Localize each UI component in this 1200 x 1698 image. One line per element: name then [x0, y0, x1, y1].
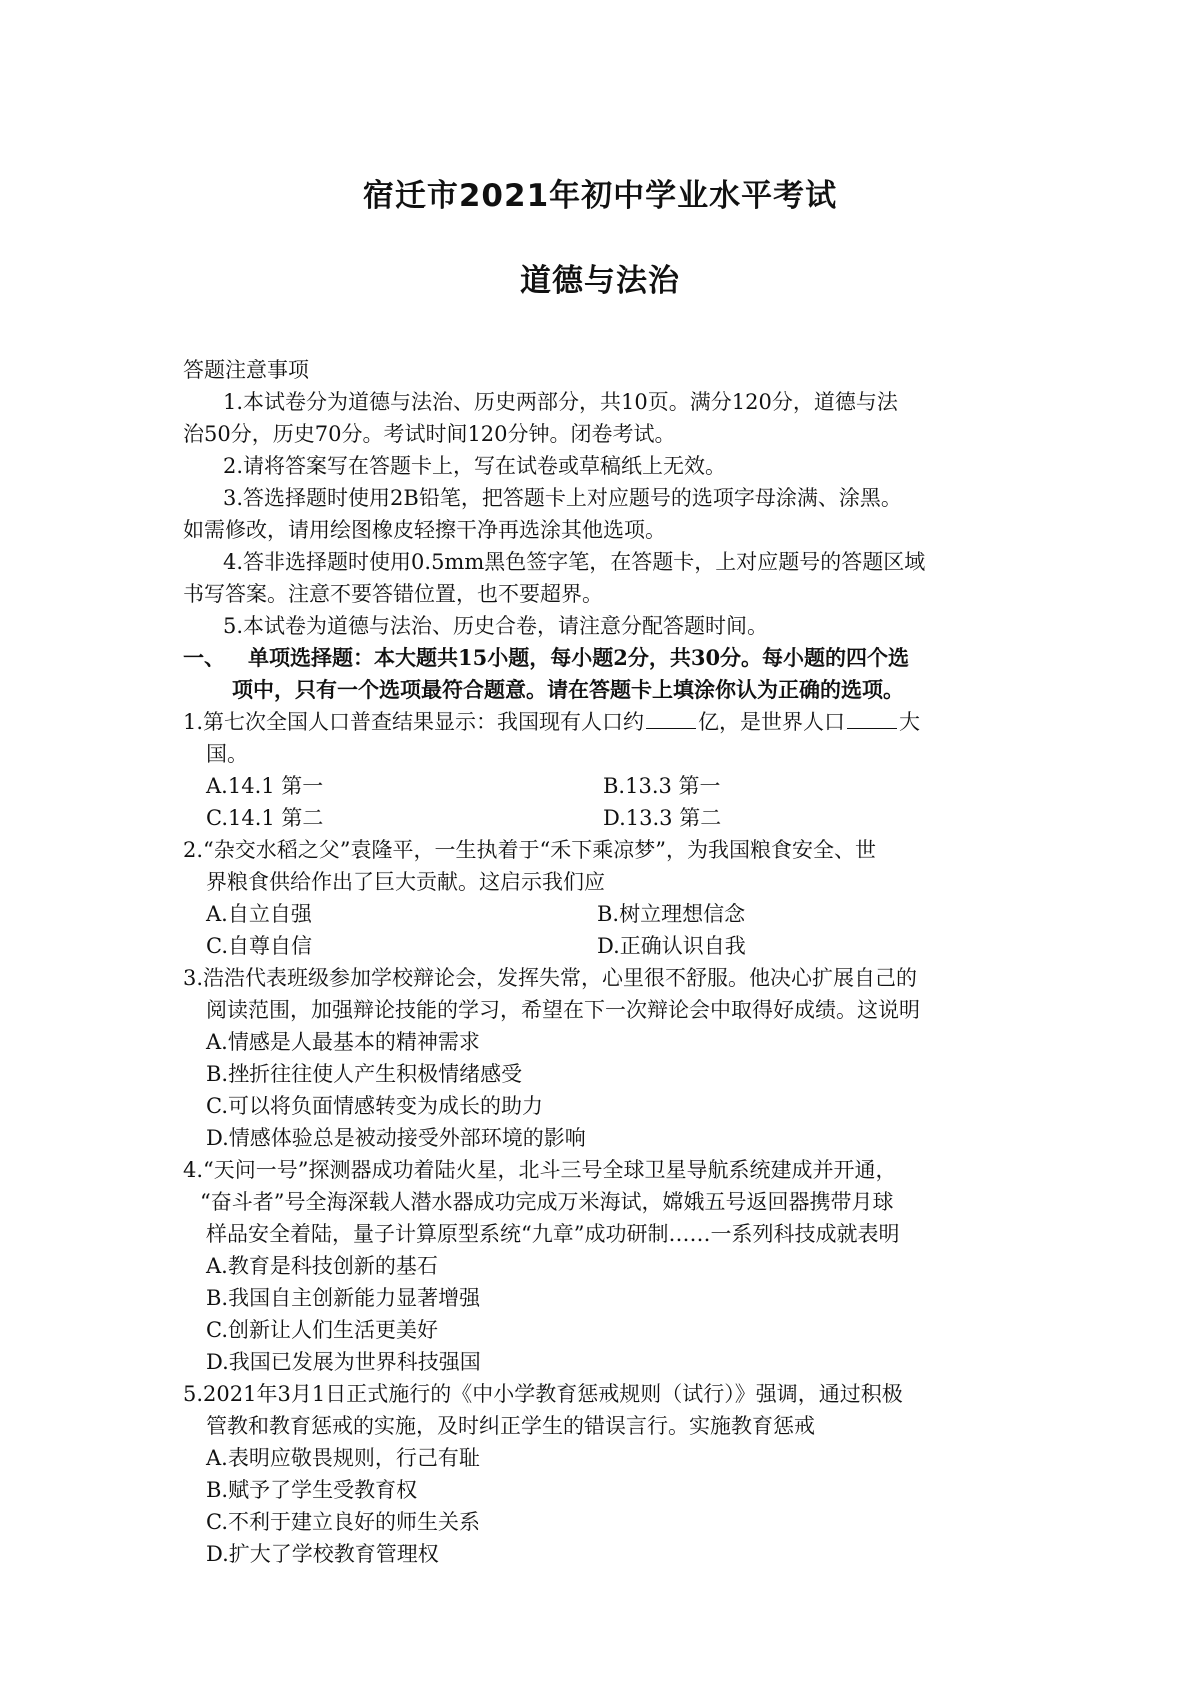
note-line: 5.本试卷为道德与法治、历史合卷，请注意分配答题时间。: [223, 614, 769, 638]
note-line: 书写答案。注意不要答错位置，也不要超界。: [183, 582, 603, 606]
question-5-stem-cont: 管教和教育惩戒的实施，及时纠正学生的错误言行。实施教育惩戒: [206, 1414, 815, 1438]
option-d: D.我国已发展为世界科技强国: [206, 1350, 481, 1374]
option-c: C.创新让人们生活更美好: [206, 1318, 438, 1342]
option-c: C.可以将负面情感转变为成长的助力: [206, 1094, 543, 1118]
question-1-stem: [183, 708, 920, 736]
option-d: D.13.3 第二: [603, 806, 722, 830]
option-a: A.自立自强: [206, 902, 312, 926]
option-a: A.情感是人最基本的精神需求: [206, 1030, 480, 1054]
question-3-stem-cont: 阅读范围，加强辩论技能的学习，希望在下一次辩论会中取得好成绩。这说明: [206, 998, 920, 1022]
option-b: B.13.3 第一: [603, 774, 721, 798]
question-3-stem: 3.浩浩代表班级参加学校辩论会，发挥失常，心里很不舒服。他决心扩展自己的: [183, 966, 918, 990]
option-a: A.教育是科技创新的基石: [206, 1254, 438, 1278]
answer-blank: [847, 708, 897, 729]
question-text: 大: [899, 710, 921, 734]
question-text: 1.第七次全国人口普查结果显示：我国现有人口约: [183, 710, 645, 734]
notes-heading: 答题注意事项: [183, 358, 309, 382]
option-d: D.情感体验总是被动接受外部环境的影响: [206, 1126, 586, 1150]
section-instructions: 单项选择题：本大题共15小题，每小题2分，共30分。每小题的四个选: [248, 645, 910, 670]
note-line: 3.答选择题时使用2B铅笔，把答题卡上对应题号的选项字母涂满、涂黑。: [223, 486, 902, 510]
question-2-stem: 2.“杂交水稻之父”袁隆平，一生执着于“禾下乘凉梦”，为我国粮食安全、世: [183, 838, 876, 862]
note-line: 4.答非选择题时使用0.5mm黑色签字笔，在答题卡，上对应题号的答题区域: [223, 550, 926, 574]
option-a: A.表明应敬畏规则，行己有耻: [206, 1446, 480, 1470]
option-d: D.正确认识自我: [597, 934, 746, 958]
section-instructions: 项中，只有一个选项最符合题意。请在答题卡上填涂你认为正确的选项。: [232, 677, 904, 702]
option-d: D.扩大了学校教育管理权: [206, 1542, 439, 1566]
answer-blank: [646, 708, 696, 729]
exam-subject: 道德与法治: [520, 263, 680, 299]
question-2-stem-cont: 界粮食供给作出了巨大贡献。这启示我们应: [206, 870, 605, 894]
note-line: 2.请将答案写在答题卡上，写在试卷或草稿纸上无效。: [223, 454, 727, 478]
note-line: 如需修改，请用绘图橡皮轻擦干净再选涂其他选项。: [183, 518, 666, 542]
option-b: B.挫折往往使人产生积极情绪感受: [206, 1062, 523, 1086]
note-line: 1.本试卷分为道德与法治、历史两部分，共10页。满分120分，道德与法: [223, 390, 898, 414]
question-4-stem-cont: “奋斗者”号全海深载人潜水器成功完成万米海试，嫦娥五号返回器携带月球: [200, 1190, 894, 1214]
exam-title: 宿迁市2021年初中学业水平考试: [362, 178, 838, 214]
option-b: B.赋予了学生受教育权: [206, 1478, 418, 1502]
question-1-stem-cont: 国。: [206, 742, 248, 766]
option-c: C.14.1 第二: [206, 806, 324, 830]
option-b: B.我国自主创新能力显著增强: [206, 1286, 481, 1310]
question-text: 亿，是世界人口: [698, 710, 846, 734]
section-number: 一、: [183, 645, 225, 670]
option-a: A.14.1 第一: [206, 774, 324, 798]
question-4-stem: 4.“天问一号”探测器成功着陆火星，北斗三号全球卫星导航系统建成并开通，: [183, 1158, 897, 1182]
note-line: 治50分，历史70分。考试时间120分钟。闭卷考试。: [183, 422, 676, 446]
option-c: C.不利于建立良好的师生关系: [206, 1510, 480, 1534]
question-5-stem: 5.2021年3月1日正式施行的《中小学教育惩戒规则（试行）》强调，通过积极: [183, 1382, 903, 1406]
option-b: B.树立理想信念: [597, 902, 746, 926]
question-4-stem-cont: 样品安全着陆，量子计算原型系统“九章”成功研制……一系列科技成就表明: [206, 1222, 900, 1246]
option-c: C.自尊自信: [206, 934, 312, 958]
